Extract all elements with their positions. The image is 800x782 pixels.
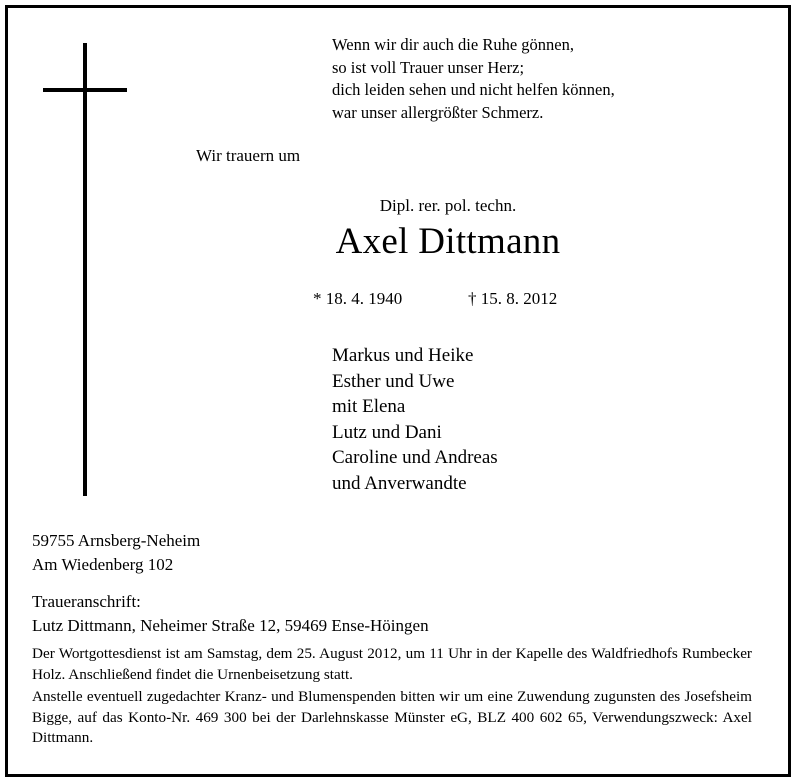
mourning-address xyxy=(32,590,429,637)
family-member: und Anverwandte xyxy=(332,472,467,494)
family-member: Caroline und Andreas xyxy=(332,447,498,468)
death-date: † 15. 8. 2012 xyxy=(468,289,558,308)
service-notice: Der Wortgottesdienst ist am Samstag, dem 25. August 2012, um 11 Uhr in der Kapelle des Waldfriedhofs Rumbecker Holz. Anschließend findet die Urnenbeisetzung statt. xyxy=(32,645,752,683)
family-member: Markus und Heike xyxy=(332,345,474,366)
family-address xyxy=(32,529,200,576)
cross-vertical-bar xyxy=(83,43,87,496)
family-member: Esther und Uwe xyxy=(332,370,455,392)
deceased-name: Axel Dittmann xyxy=(335,221,561,262)
family-member: Lutz und Dani xyxy=(332,421,442,443)
mourning-address-label: Traueranschrift: xyxy=(32,592,141,611)
poem-line: Wenn wir dir auch die Ruhe gönnen, xyxy=(332,35,574,54)
poem-line: so ist voll Trauer unser Herz; xyxy=(332,57,525,77)
donation-notice: Anstelle eventuell zugedachter Kranz- und Blumenspenden bitten wir um eine Zuwendung zugunsten des Josefsheim Bigge, auf das Konto-Nr. 469 300 bei der Darlehnskasse Münster eG, BLZ 400 602 65, Verwendungszweck: Axel Dittmann. xyxy=(32,688,752,746)
deceased-title: Dipl. rer. pol. techn. xyxy=(379,196,517,215)
address-line: 59755 Arnsberg-Neheim xyxy=(32,531,201,550)
birth-date: * 18. 4. 1940 xyxy=(313,289,403,308)
family-list xyxy=(332,343,498,496)
poem-line: war unser allergrößter Schmerz. xyxy=(332,102,544,122)
mourning-intro: Wir trauern um xyxy=(196,146,301,165)
memorial-poem xyxy=(332,34,615,124)
mourning-address-value: Lutz Dittmann, Neheimer Straße 12, 59469 Ense-Höingen xyxy=(32,615,429,635)
address-line: Am Wiedenberg 102 xyxy=(32,554,174,574)
family-member: mit Elena xyxy=(332,396,406,417)
cross-horizontal-bar xyxy=(43,88,127,92)
poem-line: dich leiden sehen und nicht helfen können, xyxy=(332,80,615,99)
